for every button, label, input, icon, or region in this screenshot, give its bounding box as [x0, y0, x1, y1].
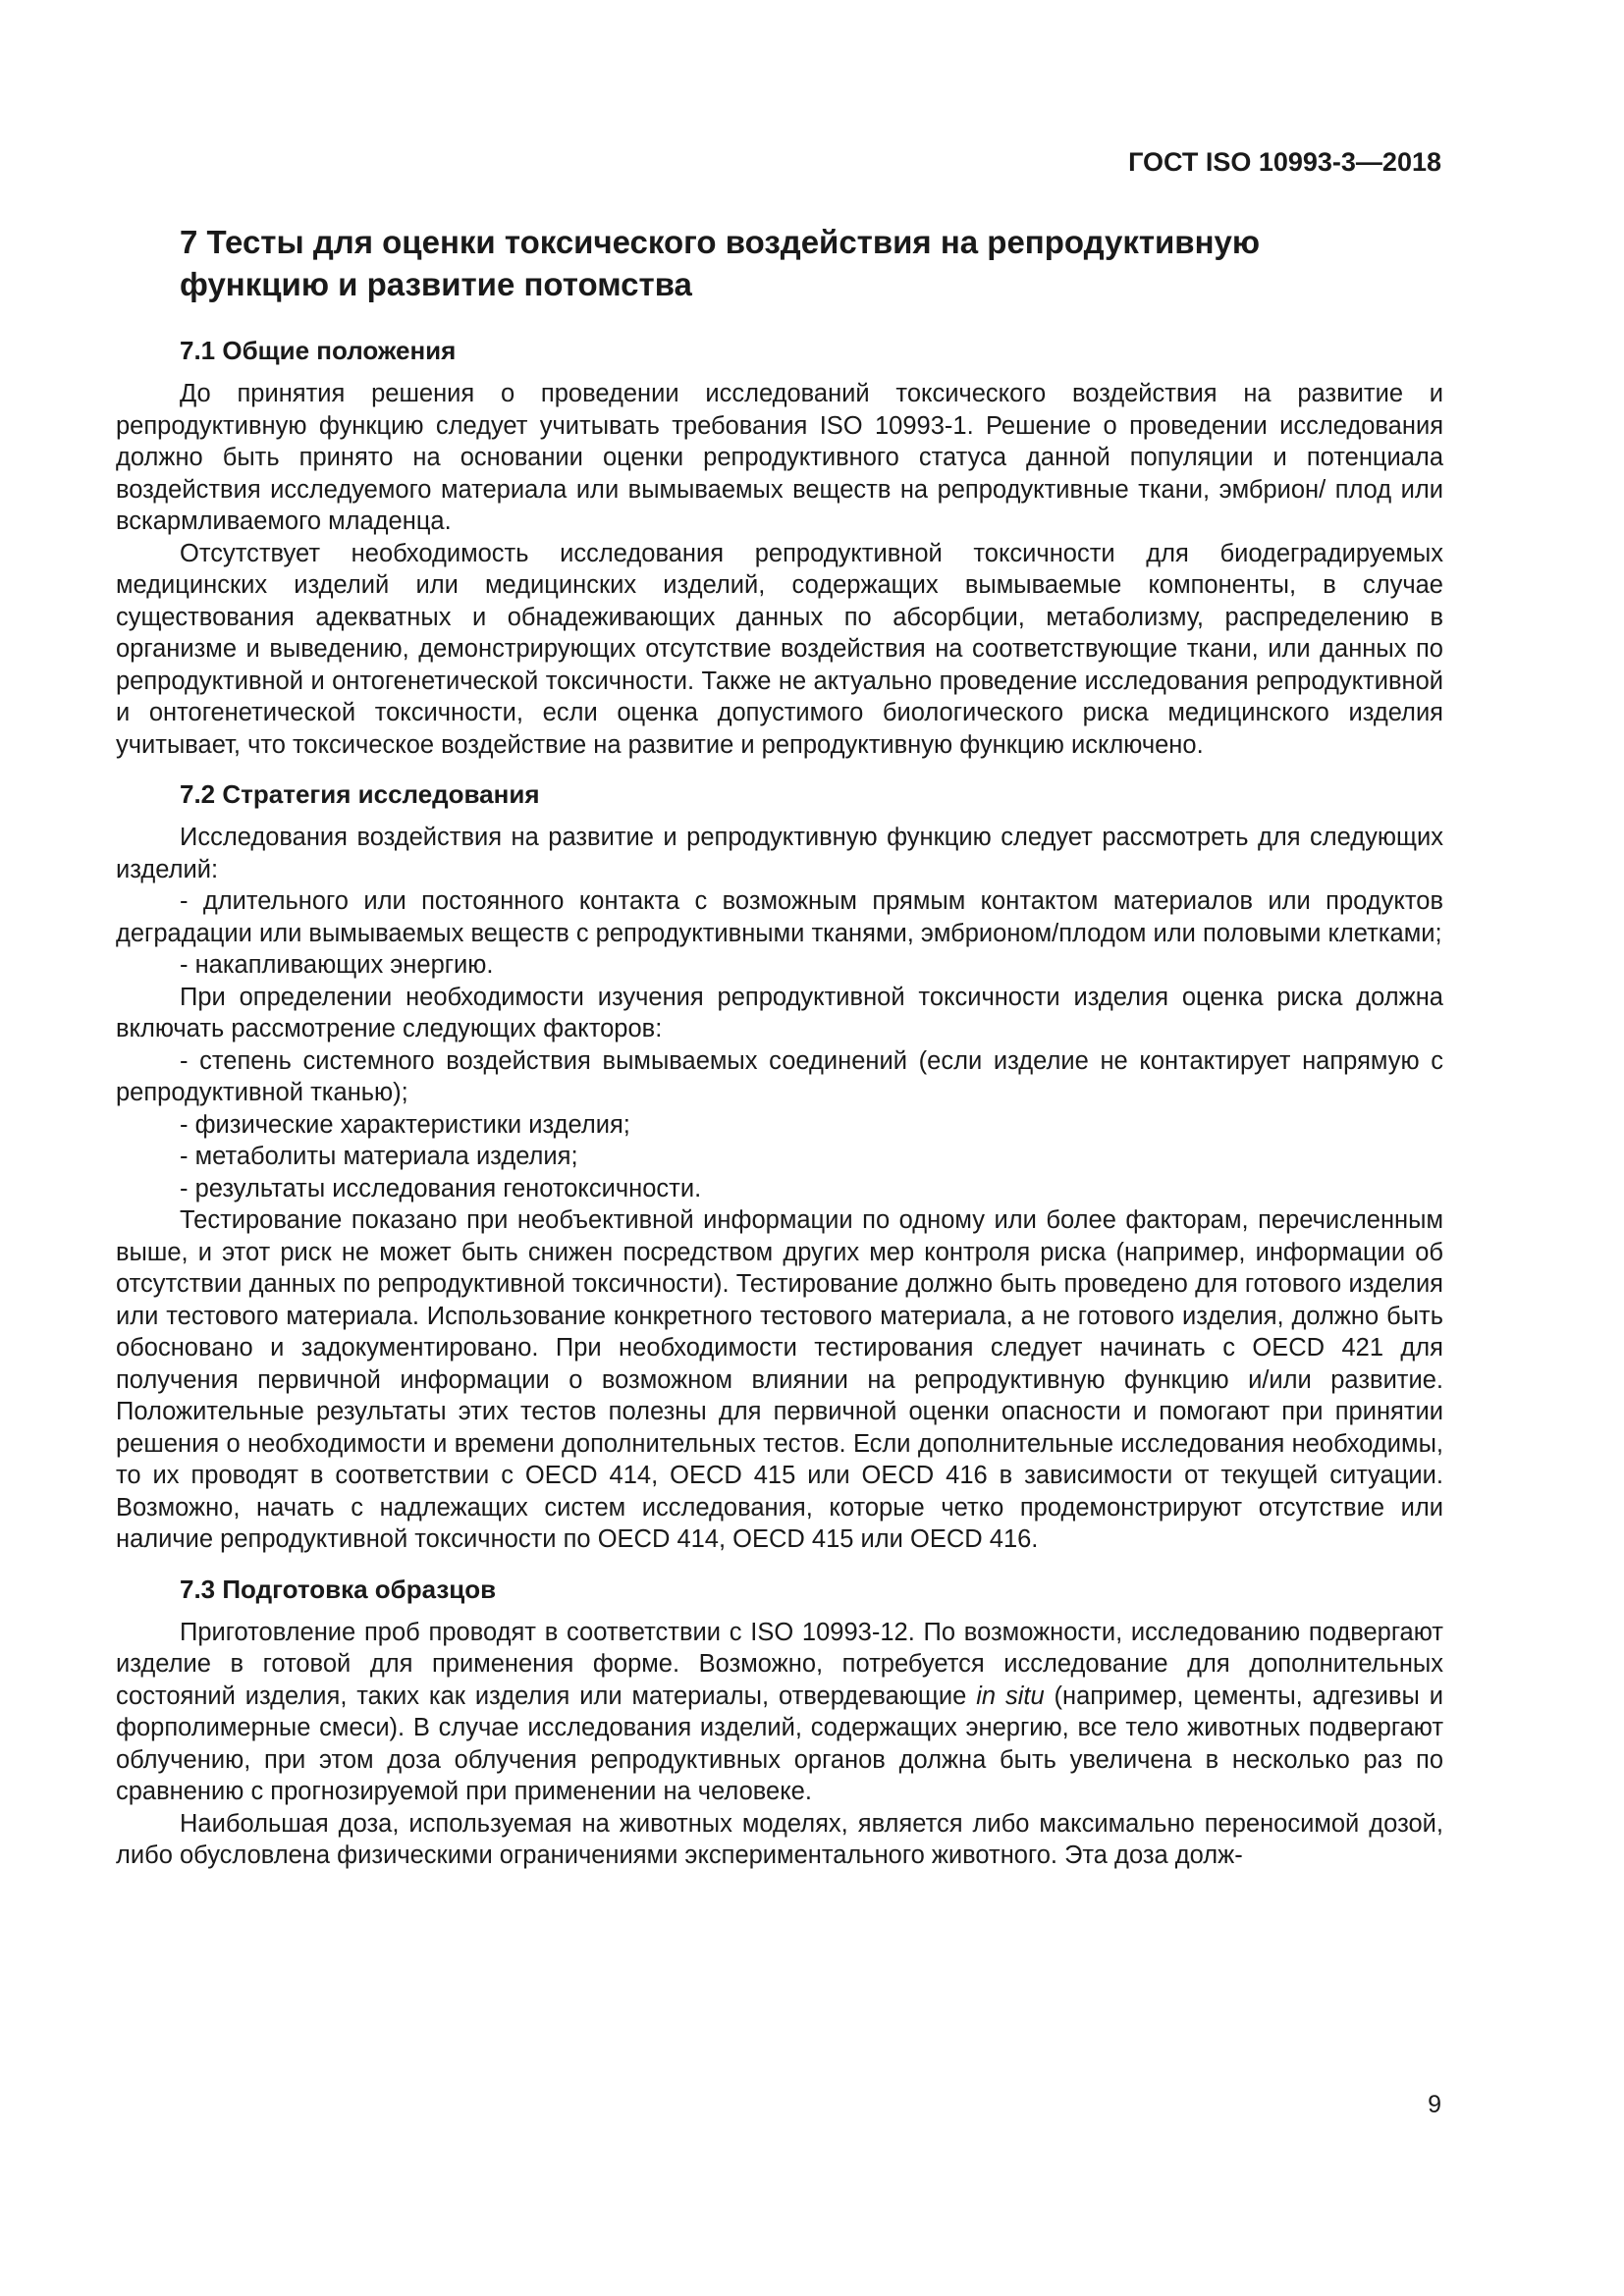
- section-7-title: [180, 221, 1319, 305]
- section-7-2-list-item-2: - накапливающих энергию.: [180, 951, 494, 979]
- section-7-2-list-item-3: - степень системного воздействия вымываемых соединений (если изделие не контактирует напрямую с репродуктивной тканью);: [116, 1046, 1443, 1106]
- section-7-2-paragraph-1: Исследования воздействия на развитие и репродуктивную функцию следует рассмотреть для следующих изделий:: [116, 824, 1443, 883]
- section-7-3-paragraph-2: Наибольшая доза, используемая на животных моделях, является либо максимально переносимой дозой, либо обусловлена физическими ограничениями экспериментального животного. Эта доза долж-: [116, 1809, 1443, 1869]
- section-7-2-list-item-6: - результаты исследования генотоксичности.: [180, 1174, 702, 1202]
- section-7-2-paragraph-3: Тестирование показано при необъективной информации по одному или более факторам, перечисленным выше, и этот риск не может быть снижен посредством других мер контроля риска (например, информации об отсутствии данных по репродуктивной токсичности). Тестирование должно быть проведено для готового изделия или тестового материала. Использование конкретного тестового материала, а не готового изделия, должно быть обосновано и задокументировано. При необходимости тестирования следует начинать с OECD 421 для получения первичной информации о возможном влиянии на репродуктивную функцию и/или развитие. Положительные результаты этих тестов полезны для первичной оценки опасности и помогают при принятии решения о необходимости и времени дополнительных тестов. Если дополнительные исследования необходимы, то их проводят в соответствии с OECD 414, OECD 415 или OECD 416 в зависимости от текущей ситуации. Возможно, начать с надлежащих систем исследования, которые четко продемонстрируют отсутствие или наличие репродуктивной токсичности по OECD 414, OECD 415 или OECD 416.: [116, 1206, 1443, 1553]
- section-7-1-paragraph-2: Отсутствует необходимость исследования репродуктивной токсичности для биодеградируемых медицинских изделий или медицинских изделий, содержащих вымываемые компоненты, в случае существования адекватных и обнадеживающих данных по абсорбции, метаболизму, распределению в организме и выведению, демонстрирующих отсутствие воздействия на соответствующие ткани, или данных по репродуктивной и онтогенетической токсичности. Также не актуально проведение исследования репродуктивной и онтогенетической токсичности, если оценка допустимого биологического риска медицинского изделия учитывает, что токсическое воздействие на развитие и репродуктивную функцию исключено.: [116, 539, 1443, 759]
- section-7-title-line2: функцию и развитие потомства: [180, 266, 692, 302]
- section-7-1-paragraph-1: До принятия решения о проведении исследований токсического воздействия на развитие и репродуктивную функцию следует учитывать требования ISO 10993-1. Решение о проведении исследования должно быть принято на основании оценки репродуктивного статуса данной популяции и потенциала воздействия исследуемого материала или вымываемых веществ на репродуктивные ткани, эмбрион/ плод или вскармливаемого младенца.: [116, 380, 1443, 535]
- page-number: 9: [1428, 2091, 1441, 2118]
- section-7-3-p1-text-a: Приготовление проб проводят в соответствии с ISO 10993-12. По возможности, исследованию подвергают изделие в готовой для применения форме. Возможно, потребуется исследование для дополнительных состояний изделия, таких как изделия или материалы, отвердевающие: [116, 1618, 1443, 1710]
- section-7-title-line1: 7 Тесты для оценки токсического воздействия на репродуктивную: [180, 224, 1261, 260]
- section-7-2-list-item-4: - физические характеристики изделия;: [180, 1110, 630, 1139]
- section-7-3-paragraph-1: [116, 1617, 1443, 1808]
- section-7-1-title: 7.1 Общие положения: [180, 336, 457, 365]
- section-7-3-title: 7.3 Подготовка образцов: [180, 1574, 497, 1604]
- section-7-3-p1-text-b: (например, цементы, адгезивы и форполимерные смеси). В случае исследования изделий, содержащих энергию, все тело животных подвергают облучению, при этом доза облучения репродуктивных органов должна быть увеличена в несколько раз по сравнению с прогнозируемой при применении на человеке.: [116, 1682, 1443, 1805]
- document-code-header: ГОСТ ISO 10993-3—2018: [1128, 147, 1441, 177]
- page-content: [116, 221, 1443, 1872]
- section-7-2-paragraph-2: При определении необходимости изучения репродуктивной токсичности изделия оценка риска должна включать рассмотрение следующих факторов:: [116, 983, 1443, 1042]
- section-7-2-title: 7.2 Стратегия исследования: [180, 779, 540, 809]
- section-7-2-list-item-5: - метаболиты материала изделия;: [180, 1143, 578, 1170]
- section-7-2-list-item-1: - длительного или постоянного контакта с возможным прямым контактом материалов или продуктов деградации или вымываемых веществ с репродуктивными тканями, эмбрионом/плодом или половыми клетками;: [116, 887, 1443, 947]
- in-situ-term: in situ: [976, 1682, 1045, 1710]
